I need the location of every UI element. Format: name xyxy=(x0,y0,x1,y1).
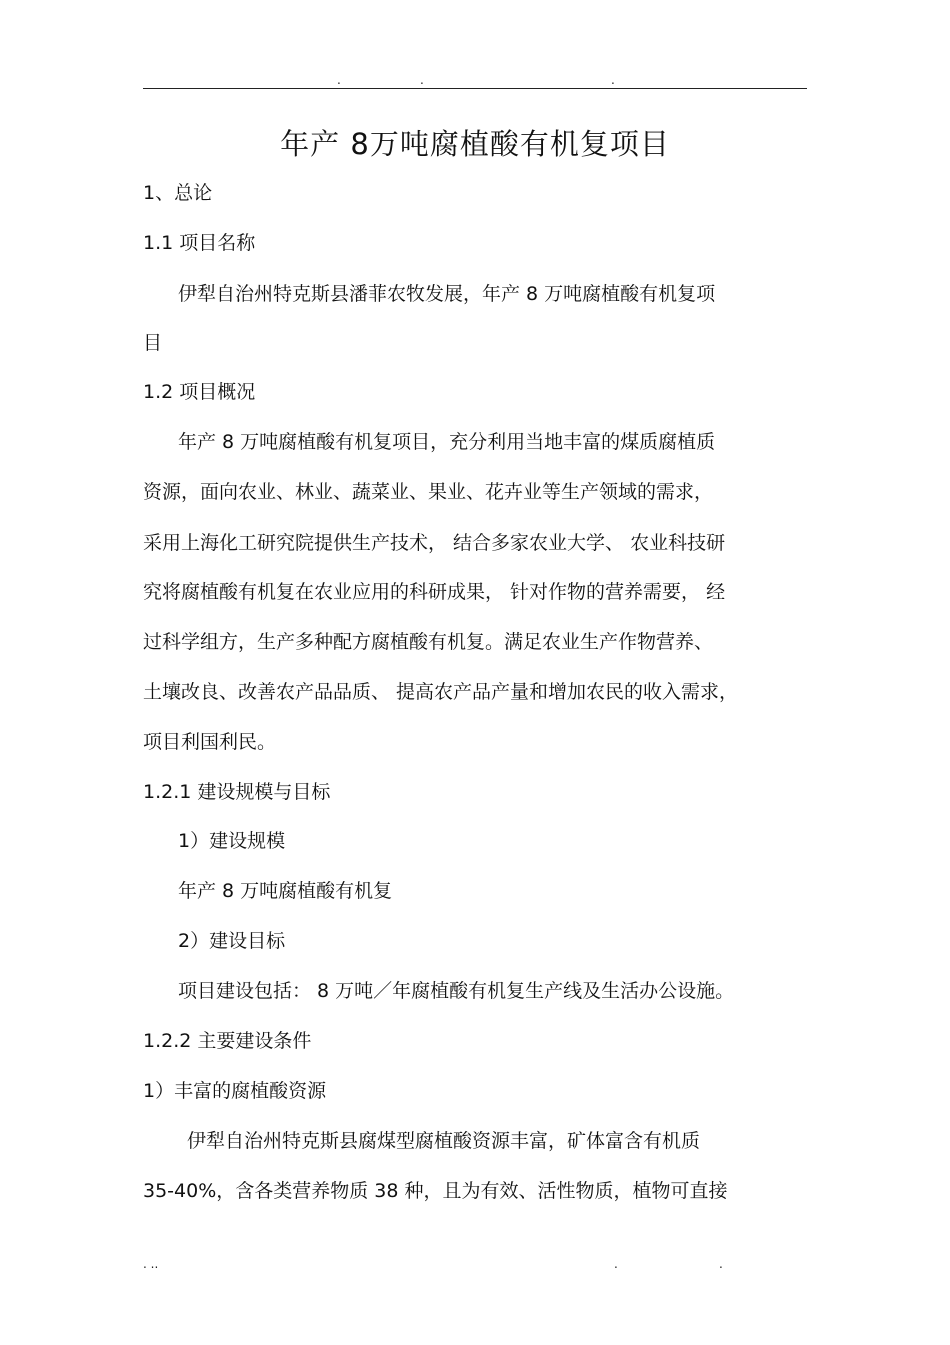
paragraph-line: 年产 8 万吨腐植酸有机复 xyxy=(178,880,393,902)
paragraph-line: 35-40%，含各类营养物质 38 种，且为有效、活性物质，植物可直接 xyxy=(143,1180,728,1202)
paragraph-line: 项目建设包括： 8 万吨／年腐植酸有机复生产线及生活办公设施。 xyxy=(178,980,735,1002)
section-heading: 1.2.2 主要建设条件 xyxy=(143,1030,312,1052)
section-heading: 1、总论 xyxy=(143,182,213,204)
paragraph-line: 过科学组方，生产多种配方腐植酸有机复。满足农业生产作物营养、 xyxy=(143,631,714,653)
document-title: 年产 8万吨腐植酸有机复项目 xyxy=(280,127,670,161)
list-item: 1）丰富的腐植酸资源 xyxy=(143,1080,327,1102)
footer-dot: . xyxy=(719,1257,723,1271)
list-item: 1）建设规模 xyxy=(178,830,286,852)
footer-dot: . xyxy=(614,1257,618,1271)
header-dot: . xyxy=(611,73,615,87)
paragraph-line: 目 xyxy=(143,332,163,354)
header-rule xyxy=(143,88,807,89)
paragraph-line: 究将腐植酸有机复在农业应用的科研成果， 针对作物的营养需要， 经 xyxy=(143,581,726,603)
list-item: 2）建设目标 xyxy=(178,930,286,952)
paragraph-line: 项目利国利民。 xyxy=(143,731,277,753)
footer-dot: . .. xyxy=(143,1257,159,1271)
paragraph-line: 年产 8 万吨腐植酸有机复项目，充分利用当地丰富的煤质腐植质 xyxy=(178,431,716,453)
header-dot: . xyxy=(420,73,424,87)
paragraph-line: 采用上海化工研究院提供生产技术， 结合多家农业大学、 农业科技研 xyxy=(143,532,726,554)
section-heading: 1.1 项目名称 xyxy=(143,232,256,254)
paragraph-line: 土壤改良、改善农产品品质、 提高农产品产量和增加农民的收入需求， xyxy=(143,681,739,703)
section-heading: 1.2.1 建设规模与目标 xyxy=(143,781,331,803)
header-dot: . xyxy=(337,73,341,87)
paragraph-line: 资源，面向农业、林业、蔬菜业、果业、花卉业等生产领域的需求， xyxy=(143,481,714,503)
paragraph-line: 伊犁自治州特克斯县腐煤型腐植酸资源丰富，矿体富含有机质 xyxy=(187,1130,701,1152)
section-heading: 1.2 项目概况 xyxy=(143,381,256,403)
paragraph-line: 伊犁自治州特克斯县潘菲农牧发展，年产 8 万吨腐植酸有机复项 xyxy=(178,283,716,305)
